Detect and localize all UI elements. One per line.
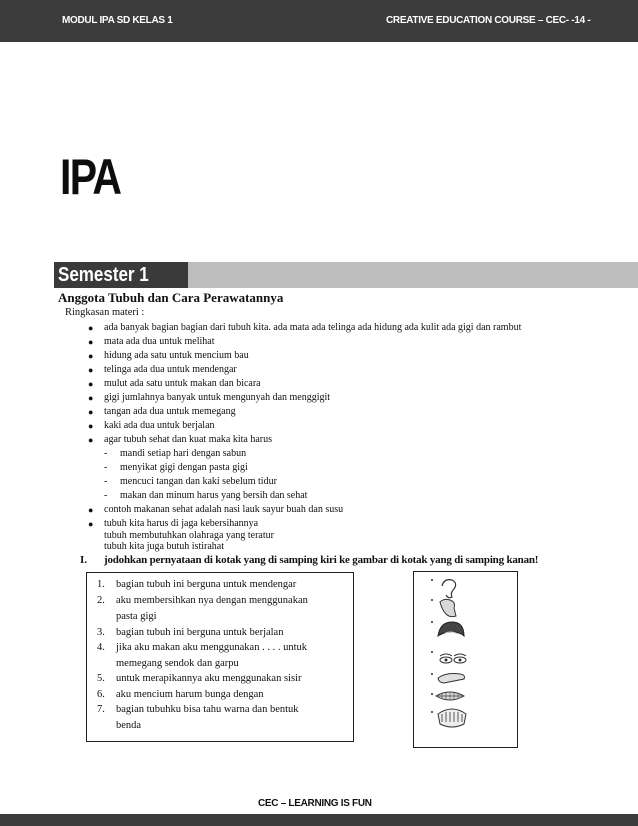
question-number: 5.	[97, 673, 105, 684]
extra-line: tubuh kita juga butuh istirahat	[104, 541, 224, 552]
sub-item: mencuci tangan dan kaki sebelum tidur	[120, 476, 277, 487]
bullet-dot: ●	[88, 365, 94, 375]
ear-icon	[442, 580, 456, 598]
topic-heading: Anggota Tubuh dan Cara Perawatannya	[58, 290, 284, 305]
footer-text: CEC – LEARNING IS FUN	[258, 798, 372, 809]
semester-label: Semester 1	[58, 264, 149, 286]
bullet-dot: ●	[88, 519, 94, 529]
mouth-icon	[436, 692, 464, 700]
bullet-dot: ●	[88, 393, 94, 403]
page-title: IPA	[60, 149, 121, 205]
list-item: kaki ada dua untuk berjalan	[104, 420, 215, 431]
question-text: aku mencium harum bunga dengan	[116, 689, 264, 700]
bullet-dot: ●	[88, 421, 94, 431]
footer-bar	[0, 814, 638, 826]
header-right: CREATIVE EDUCATION COURSE – CEC- -14 -	[386, 15, 591, 26]
picture-box	[413, 571, 518, 748]
bullet-dot: ●	[88, 435, 94, 445]
bullet-dot: ●	[88, 323, 94, 333]
question-text: bagian tubuhku bisa tahu warna dan bentuk	[116, 704, 299, 715]
instruction-number: I.	[80, 554, 88, 566]
list-item: ada banyak bagian bagian dari tubuh kita. ada mata ada telinga ada hidung ada kulit ada gigi dan rambut	[104, 322, 522, 333]
header-bar	[0, 0, 638, 42]
sub-item: mandi setiap hari dengan sabun	[120, 448, 247, 459]
question-number: 7.	[97, 704, 105, 715]
question-text: benda	[116, 720, 142, 731]
hand-icon	[438, 674, 465, 684]
question-box	[86, 572, 354, 742]
instruction-text: jodohkan pernyataan di kotak yang di samping kiri ke gambar di kotak yang di samping kanan!	[104, 554, 539, 566]
sub-item: menyikat gigi dengan pasta gigi	[120, 462, 248, 473]
list-item: hidung ada satu untuk mencium bau	[104, 350, 249, 361]
list-item: mulut ada satu untuk makan dan bicara	[104, 378, 261, 389]
question-text: aku membersihkan nya dengan menggunakan	[116, 595, 308, 606]
hair-icon	[438, 622, 464, 636]
dash-mark: -	[104, 490, 108, 501]
question-text: bagian tubuh ini berguna untuk berjalan	[116, 627, 284, 638]
list-item: tangan ada dua untuk memegang	[104, 406, 236, 417]
list-item: agar tubuh sehat dan kuat maka kita harus	[104, 434, 272, 445]
dash-mark: -	[104, 448, 108, 459]
list-item: contoh makanan sehat adalah nasi lauk sayur buah dan susu	[104, 504, 344, 515]
bullet-dot: ●	[88, 407, 94, 417]
question-text: memegang sendok dan garpu	[116, 658, 239, 669]
question-text: untuk merapikannya aku menggunakan sisir	[116, 673, 302, 684]
foot-icon	[440, 599, 456, 616]
question-number: 3.	[97, 627, 105, 638]
question-number: 6.	[97, 689, 105, 700]
list-item: gigi jumlahnya banyak untuk mengunyah dan menggigit	[104, 392, 331, 403]
sub-item: makan dan minum harus yang bersih dan sehat	[120, 490, 308, 501]
question-number: 2.	[97, 595, 105, 606]
header-left: MODUL IPA SD KELAS 1	[62, 15, 173, 26]
question-text: jika aku makan aku menggunakan . . . . untuk	[116, 642, 307, 653]
bullet-dot: ●	[88, 351, 94, 361]
bullet-dot: ●	[88, 337, 94, 347]
teeth-icon	[438, 709, 466, 727]
eyes-icon	[440, 654, 466, 663]
dash-mark: -	[104, 476, 108, 487]
question-number: 4.	[97, 642, 105, 653]
list-item: tubuh kita harus di jaga kebersihannya	[104, 518, 259, 529]
bullet-dot: ●	[88, 379, 94, 389]
list-item: telinga ada dua untuk mendengar	[104, 364, 237, 375]
question-text: pasta gigi	[116, 611, 157, 622]
question-number: 1.	[97, 579, 105, 590]
extra-line: tubuh membutuhkan olahraga yang teratur	[104, 530, 274, 541]
list-item: mata ada dua untuk melihat	[104, 336, 215, 347]
bullet-dot: ●	[88, 505, 94, 515]
summary-label: Ringkasan materi :	[65, 307, 145, 318]
dash-mark: -	[104, 462, 108, 473]
question-text: bagian tubuh ini berguna untuk mendengar	[116, 579, 297, 590]
picture-panel	[414, 572, 517, 747]
